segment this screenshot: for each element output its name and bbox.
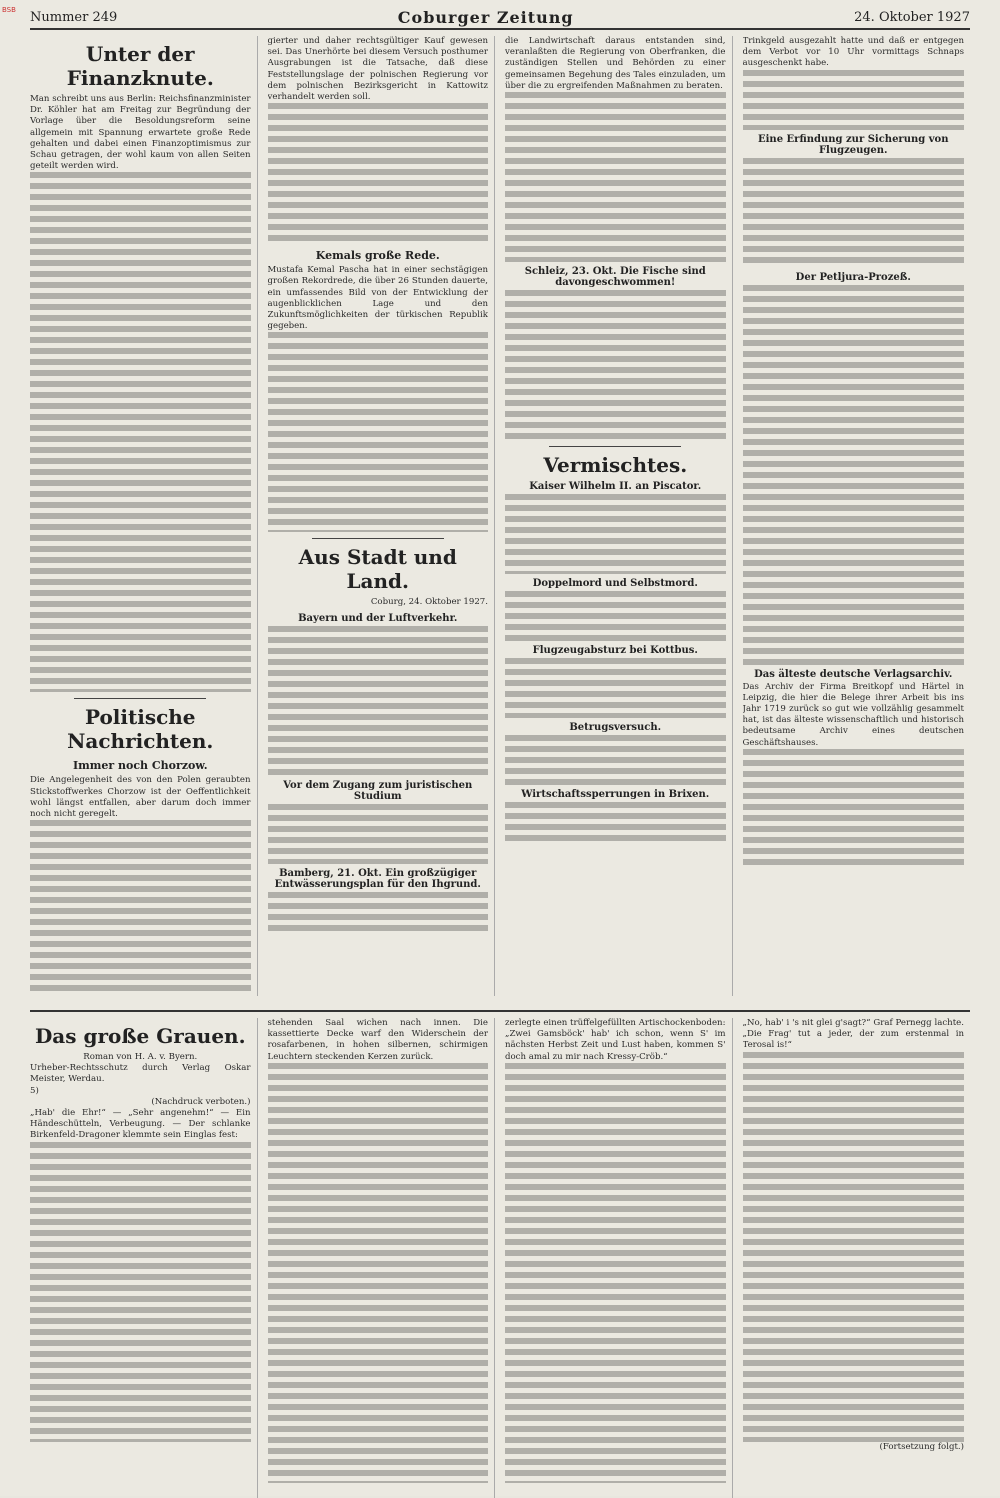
text-body	[505, 494, 726, 574]
article-heading: Politische Nachrichten.	[67, 705, 214, 754]
text-body	[505, 1063, 726, 1483]
text-body	[505, 658, 726, 718]
text-body	[30, 820, 251, 996]
article-subheading: Kemals große Rede.	[315, 249, 440, 263]
text-body	[268, 626, 489, 776]
feuilleton-column-4	[743, 1018, 971, 1498]
novel-text: zerlegte einen trüffelgefüllten Artischockenboden: „Zwei Gamsböck' hab' ich schon, wenn S' im nächsten Herbst Zeit und Lust haben, kommen S' doch amal zu mir nach Kressy-Cröb.“	[505, 1018, 726, 1062]
text-body	[743, 158, 965, 268]
reprint-note: (Nachdruck verboten.)	[151, 1096, 251, 1107]
column-4	[743, 36, 971, 996]
text-body	[268, 804, 489, 864]
article-subheading: Das älteste deutsche Verlagsarchiv.	[754, 668, 953, 680]
text-body	[268, 1063, 489, 1483]
article-heading: Vermischtes.	[543, 453, 688, 478]
article-text: Die Angelegenheit des von den Polen geraubten Stickstoffwerkes Chorzow ist der Oeffentlichkeit wohl längst entfallen, aber darum doch immer noch nicht geregelt.	[30, 775, 251, 820]
issue-number: Nummer 249	[30, 9, 118, 25]
top-columns	[30, 36, 970, 996]
article-subheading: Immer noch Chorzow.	[72, 759, 208, 773]
text-body	[30, 172, 251, 692]
text-body	[505, 735, 726, 785]
article-text: Mustafa Kemal Pascha hat in einer sechstägigen großen Rekordrede, die über 26 Stunden dauerte, ein umfassendes Bild von der Entwicklung der augenblicklichen Lage und den Zukunftsmöglichkeiten der türkischen Republik gegeben.	[267, 265, 488, 332]
text-body	[505, 92, 726, 262]
article-subheading: Flugzeugabsturz bei Kottbus.	[532, 645, 698, 657]
text-body	[505, 591, 726, 641]
article-subheading: Der Petljura-Prozeß.	[795, 271, 911, 283]
article-subheading: Betrugsversuch.	[569, 722, 662, 734]
article-text: die Landwirtschaft daraus entstanden sind, veranlaßten die Regierung von Oberfranken, die zuständigen Stellen und Behörden zu einer gemeinsamen Begehung des Tales einzuladen, um über die zu ergreifenden Maßnahmen zu beraten.	[505, 36, 726, 91]
feuilleton-column-2	[268, 1018, 496, 1498]
feuilleton-column-1	[30, 1018, 258, 1498]
copyright-note: Urheber-Rechtsschutz durch Verlag Oskar Meister, Werdau.	[30, 1063, 251, 1085]
article-subheading: Eine Erfindung zur Sicherung von Flugzeugen.	[758, 133, 949, 156]
divider	[74, 698, 206, 699]
novel-byline: Roman von H. A. v. Byern.	[83, 1052, 198, 1062]
article-subheading: Doppelmord und Selbstmord.	[532, 578, 698, 590]
article-subheading: Kaiser Wilhelm II. an Piscator.	[529, 481, 702, 493]
novel-text: „Hab' die Ehr!“ — „Sehr angenehm!“ — Ein Händeschütteln, Verbeugung. — Der schlanke Birkenfeld-Dragoner klemmte sein Einglas fest:	[30, 1108, 251, 1141]
article-subheading: Bamberg, 21. Okt. Ein großzügiger Entwässerungsplan für den Ihgrund.	[274, 867, 481, 890]
article-text: Man schreibt uns aus Berlin: Reichsfinanzminister Dr. Köhler hat am Freitag zur Begründung der Vorlage über die Besoldungsreform seine allgemein mit Spannung erwartete große Rede gehalten und dabei einen Finanzoptimismus zur Schau getragen, der wohl kaum von allen Seiten geteilt werden wird.	[30, 94, 251, 172]
text-body	[505, 802, 726, 842]
paper-title: Coburger Zeitung	[397, 7, 574, 27]
novel-text: stehenden Saal wichen nach innen. Die kassettierte Decke warf den Widerschein der rosafarbenen, in hohen silbernen, schirmigen Leuchtern steckenden Kerzen zurück.	[267, 1018, 488, 1062]
column-1	[30, 36, 258, 996]
article-text: Das Archiv der Firma Breitkopf und Härtel in Leipzig, die hier die Belege ihrer Arbeit bis ins Jahr 1719 zurück so gut wie vollzählig gesammelt hat, ist das älteste wissenschaftlich und historisch bedeutsame Archiv eines deutschen Geschäftshauses.	[742, 681, 964, 748]
novel-text: „No, hab' i 's nit glei g'sagt?“ Graf Pernegg lachte. „Die Frag' tut a jeder, der zum erstenmal in Terosal is!“	[742, 1018, 964, 1051]
article-subheading: Schleiz, 23. Okt. Die Fische sind davongeschwommen!	[524, 266, 706, 289]
text-body	[268, 103, 489, 243]
text-body	[268, 892, 489, 932]
masthead	[30, 6, 970, 30]
article-text: gierter und daher rechtsgültiger Kauf gewesen sei. Das Unerhörte bei diesem Versuch posthumer Ausgrabungen ist die Tatsache, daß diese Feststellungslage der polnischen Regierung vor dem polnischen Bezirksgericht in Kattowitz verhandelt werden soll.	[267, 36, 488, 103]
divider	[312, 538, 444, 539]
article-text: Trinkgeld ausgezahlt hatte und daß er entgegen dem Verbot vor 10 Uhr vormittags Schnaps ausgeschenkt habe.	[742, 36, 964, 69]
text-body	[743, 285, 965, 665]
feuilleton	[30, 1010, 970, 1498]
text-body	[743, 1052, 965, 1442]
article-subheading: Vor dem Zugang zum juristischen Studium	[283, 779, 473, 802]
article-heading: Aus Stadt und Land.	[298, 545, 457, 594]
library-mark: BSB	[2, 6, 16, 14]
dateline: Coburg, 24. Oktober 1927.	[370, 597, 488, 608]
feuilleton-column-3	[505, 1018, 733, 1498]
article-heading: Unter der Finanzknute.	[66, 42, 214, 90]
text-body	[743, 749, 965, 869]
column-2	[268, 36, 496, 996]
column-3	[505, 36, 733, 996]
text-body	[268, 332, 489, 532]
article-subheading: Bayern und der Luftverkehr.	[298, 612, 458, 624]
continued-note: (Fortsetzung folgt.)	[879, 1441, 964, 1452]
installment-number: 5)	[30, 1085, 39, 1096]
text-body	[505, 290, 726, 440]
divider	[549, 446, 681, 447]
text-body	[30, 1142, 251, 1442]
text-body	[743, 70, 965, 130]
novel-title: Das große Grauen.	[34, 1024, 246, 1048]
article-subheading: Wirtschaftssperrungen in Brixen.	[521, 789, 710, 801]
issue-date: 24. Oktober 1927	[854, 9, 970, 25]
